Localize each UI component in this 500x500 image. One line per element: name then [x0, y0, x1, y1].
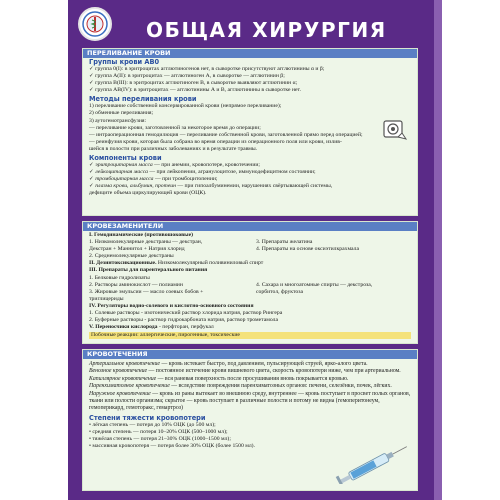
blood-components-heading: Компоненты крови: [89, 154, 162, 163]
substitute-line: Декстран + Маннитол + Натрия хлорид: [89, 246, 185, 253]
method-line: 3) аутогемотрансфузия:: [89, 117, 147, 124]
bleeding-text: — постоянное истечение крови вишневого цвета, скорость кровопотери ниже, чем при артериальном.: [147, 368, 401, 375]
side-effects-note: Побочные реакции: аллергические, пирогенные, токсические: [89, 332, 411, 339]
poster-side-edge: [434, 0, 442, 500]
component-term: лейкоцитарная масса: [95, 169, 148, 176]
bleeding-term: Капиллярное кровотечение: [89, 375, 157, 382]
bleeding-panel: [82, 349, 418, 491]
group-heading: V. Переносчики кислорода: [89, 324, 158, 331]
bleeding-paragraph: [83, 383, 417, 390]
substitute-line: 1. Белковые гидролизаты: [89, 274, 150, 281]
bleeding-paragraph: [83, 391, 417, 413]
poster-header: [68, 0, 434, 44]
method-line: 2) обменные переливания;: [89, 110, 154, 117]
component-term: плазма крови, альбумин, протеин: [95, 183, 176, 190]
blood-group-line: ✓ группа В(III): в эритроцитах агглютиноген В, в сыворотке выявляют агглютинин α;: [89, 80, 298, 87]
component-line: ✓ эритроцитарная масса — при анемии, кровопотере, кровотечении;: [89, 162, 260, 169]
blood-transfusion-panel: [82, 48, 418, 216]
blood-substitutes-panel: [82, 221, 418, 344]
group-heading: I. Гемодинамические (противошоковые): [89, 232, 194, 238]
blood-groups-heading: Группы крови АВ0: [89, 58, 160, 66]
section-bar: КРОВОТЕЧЕНИЯ: [83, 350, 417, 359]
medical-emblem-icon: [78, 7, 112, 41]
component-text: — при анемии, кровопотере, кровотечении;: [152, 162, 260, 169]
method-line: — переливание крови, заготовленной за некоторое время до операции;: [89, 124, 261, 131]
oxygen-carriers-text: - перфторан, перфукал: [157, 324, 214, 331]
method-line: 1) переливание собственной консервированной крови (непрямое переливание);: [89, 103, 282, 110]
group-heading: III. Препараты для парентерального питания: [89, 267, 208, 274]
component-term: эритроцитарная масса: [95, 162, 153, 169]
component-line: ✓ тромбоцитарная масса — при тромбоцитопении;: [89, 176, 218, 183]
section-bar: ПЕРЕЛИВАНИЕ КРОВИ: [83, 49, 417, 58]
component-text: — при гипоалбуминемии, нарушениях свёртывающей системы,: [175, 183, 333, 190]
blood-group-line: ✓ группа А(II): в эритроцитах — агглютиноген А, в сыворотке — агглютинин β;: [89, 73, 285, 80]
substitute-line: 2. Растворы аминокислот — полиамин: [89, 281, 183, 288]
page-title: ОБЩАЯ ХИРУРГИЯ: [146, 18, 387, 42]
substitute-line: 2. Среднемолекулярные декстраны: [89, 253, 174, 260]
blood-group-line: ✓ группа АВ(IV): в эритроцитах — агглютинины А и В, агглютинины в сыворотке нет.: [89, 87, 301, 94]
bleeding-term: Артериальное кровотечение: [89, 361, 160, 367]
substitute-line: 4. Сахара и многоатомные спирты — декстроза,: [256, 281, 373, 288]
bleeding-text: — кровь из раны вытекает во внешнюю среду, внутреннее — кровь поступает в просвет полых органов, ткани или полости организма; скрытое — кровь поступает в различные полости и потому не видна (гемоперитонеум, гемоперикард, гемоторакс, гемартроз): [89, 390, 411, 412]
oxygen-carriers-line: [83, 324, 417, 331]
bleeding-term: Наружное кровотечение: [89, 390, 151, 397]
substitute-line: сорбитол, фруктоза: [256, 288, 304, 295]
method-line: — реинфузия крови, которая была собрана во время операции из операционного поля или крови, излив-: [89, 138, 342, 145]
component-line: ✓ плазма крови, альбумин, протеин — при гипоалбуминемии, нарушениях свёртывающей системы,: [89, 183, 333, 190]
group-heading: IV. Регуляторы водно-солевого и кислотно-основного состояния: [89, 302, 254, 309]
component-term: тромбоцитарная масса: [95, 176, 154, 183]
substitute-line: 1. Солевые растворы - изотонический раствор хлорида натрия, раствор Рингера: [89, 310, 283, 317]
group-columns: [83, 275, 417, 303]
component-text: — при лейкопении, агранулоцитозе, иммунодефицитном состоянии;: [147, 169, 316, 176]
bleeding-text: — вся раневая поверхность после просушивания вновь покрывается кровью.: [156, 375, 349, 382]
bleeding-text: — вследствие повреждения паренхиматозных органов: печени, селезёнки, почек, лёгких.: [169, 383, 392, 390]
section-bar: КРОВЕЗАМЕНИТЕЛИ: [83, 222, 417, 231]
transfusion-methods-heading: Методы переливания крови: [89, 95, 197, 104]
detox-line: [83, 260, 417, 267]
substitute-line: 3. Жировые эмульсии — масло соевых бобов +: [89, 288, 204, 295]
syringe-icon: [333, 444, 413, 484]
severity-line: • массивная кровопотеря — потеря более 30% ОЦК (более 1500 мл).: [89, 443, 256, 450]
group-heading: II. Дезинтоксикационные.: [89, 260, 157, 267]
substitute-line: 4. Препараты на основе оксиэтилкрахмала: [256, 246, 359, 253]
component-text: — при тромбоцитопении;: [153, 176, 218, 183]
blood-bag-roll-icon: [381, 117, 407, 141]
severity-line: • средняя степень — потеря 10–20% ОЦК (500–1000 мл);: [89, 428, 228, 435]
substitute-line: 1. Низкомолекулярные декстраны — декстран,: [89, 239, 203, 246]
component-line: ✓ лейкоцитарная масса — при лейкопении, агранулоцитозе, иммунодефицитном состоянии;: [89, 169, 316, 176]
method-line: — интраоперационная гемодилюция — переливание собственной крови, заготовленной прямо перед операцией;: [89, 131, 363, 138]
severity-heading: Степени тяжести кровопотери: [89, 413, 206, 422]
severity-line: • лёгкая степень — потеря до 10% ОЦК (до 500 мл);: [89, 421, 216, 428]
poster: [68, 0, 434, 500]
substitute-line: триглицериды: [89, 295, 124, 302]
method-line: шейся в полости при различных заболеваниях и в результате травмы.: [89, 145, 258, 152]
substitute-line: 2. Буферные растворы - раствор гидрокарбоната натрия, раствор трометамола: [89, 317, 278, 324]
bleeding-paragraph: [83, 368, 417, 375]
severity-line: • тяжёлая степень — потеря 21–30% ОЦК (1000–1500 мл);: [89, 436, 231, 443]
group-columns: [83, 239, 417, 260]
blood-group-line: ✓ группа 0(I): в эритроцитах агглютиногенов нет, в сыворотке присутствуют агглютинины α и β;: [89, 66, 325, 72]
bleeding-paragraph: [83, 359, 417, 368]
detox-text: Низкомолекулярный поливиниловый спирт: [156, 260, 264, 267]
bleeding-text: — кровь истекает быстро, под давлением, пульсирующей струей, ярко-алого цвета.: [160, 361, 368, 367]
component-line: дефиците объема циркулирующей крови (ОЦК).: [89, 190, 207, 197]
bleeding-paragraph: [83, 376, 417, 383]
bleeding-term: Паренхиматозное кровотечение: [89, 383, 170, 390]
substitute-line: 3. Препараты желатина: [256, 239, 313, 246]
bleeding-term: Венозное кровотечение: [89, 368, 148, 375]
